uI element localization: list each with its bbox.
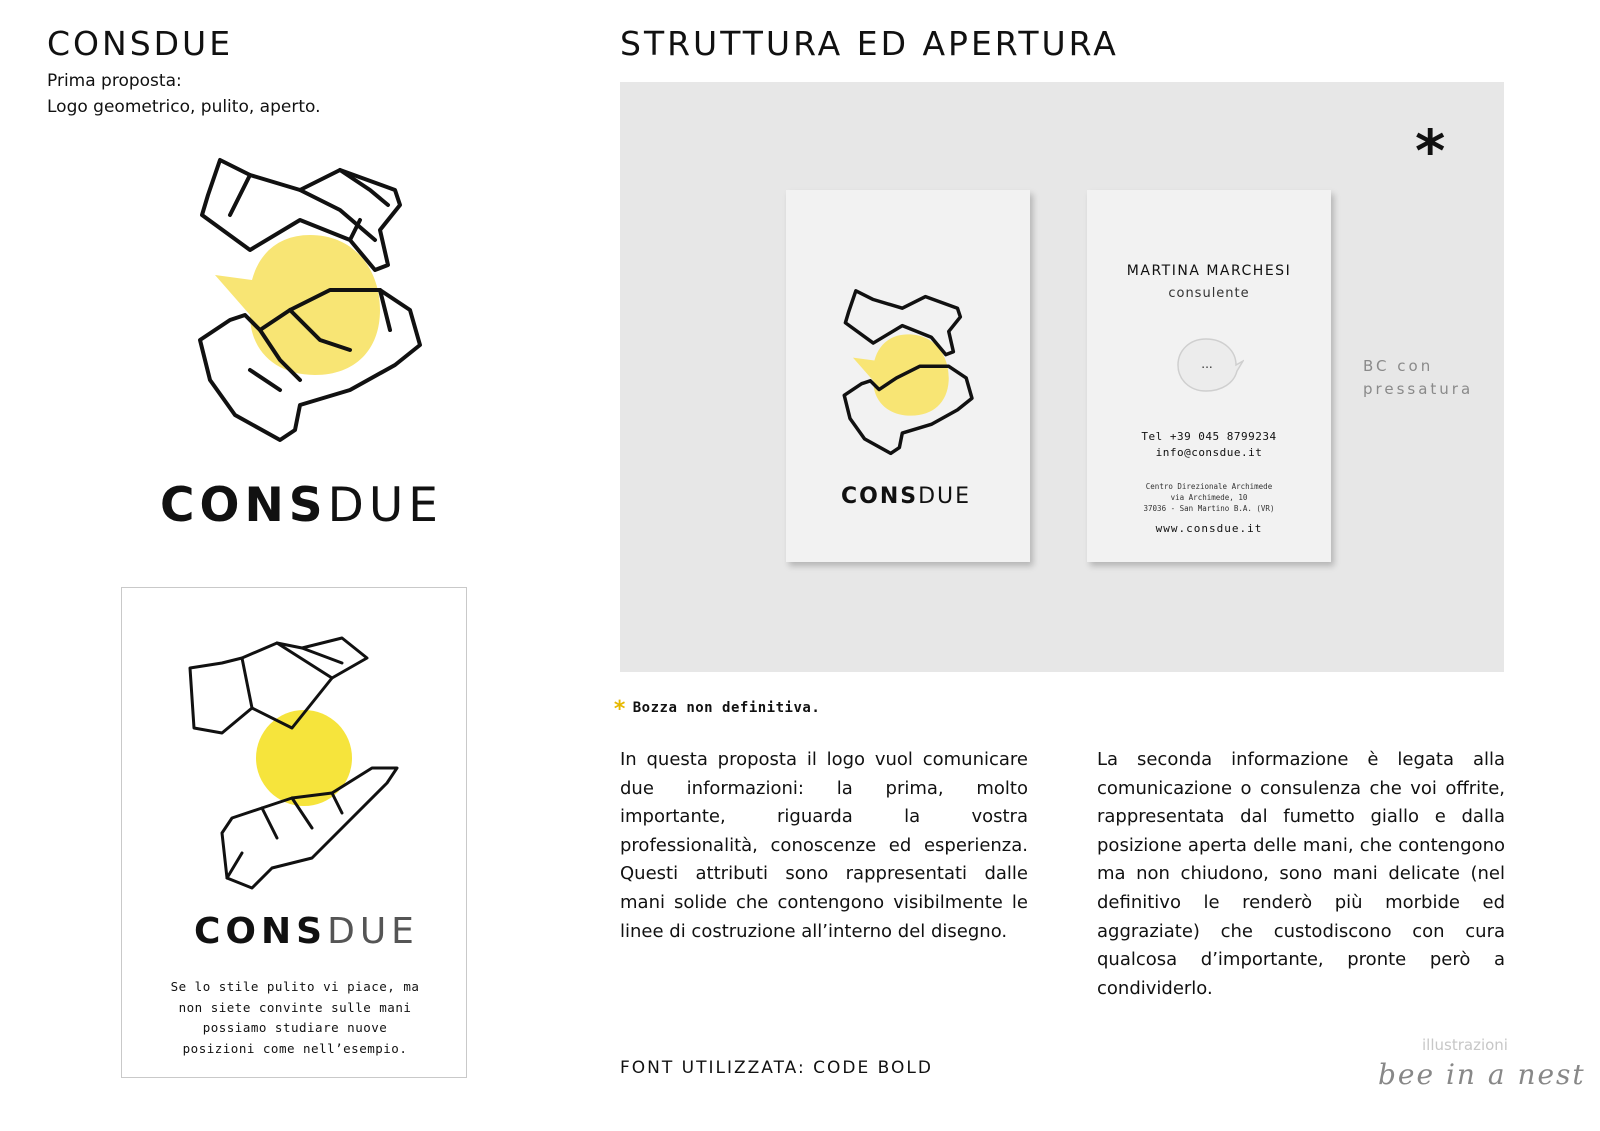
wordmark-light: DUE: [327, 478, 443, 533]
example-card-text: [152, 977, 438, 1059]
brand-title: CONSDUE: [47, 24, 234, 63]
section-title: STRUTTURA ED APERTURA: [620, 24, 1119, 63]
pressing-note-line-1: BC con: [1363, 357, 1434, 375]
card-name: MARTINA MARCHESI: [1126, 263, 1292, 279]
card-role: consulente: [1168, 286, 1250, 301]
speech-bubble-icon: [1174, 335, 1244, 395]
pressing-note-line-2: pressatura: [1363, 380, 1474, 398]
main-wordmark: [160, 478, 443, 533]
business-card-mockup: [620, 82, 1504, 672]
subtitle: [47, 68, 321, 120]
card-front: [786, 190, 1030, 562]
draft-note: [613, 697, 820, 722]
card-hands-illustration: [836, 285, 986, 465]
wordmark-bold: CONS: [841, 484, 919, 509]
example-text-line-3: possiamo studiare nuove: [202, 1020, 388, 1035]
speech-bubble-dots: ...: [1201, 357, 1213, 371]
illustrations-label: illustrazioni: [1422, 1036, 1508, 1054]
font-note: FONT UTILIZZATA: CODE BOLD: [620, 1058, 933, 1078]
yellow-circle: [256, 710, 352, 806]
card-website: www.consdue.it: [1155, 522, 1263, 535]
asterisk-icon: *: [613, 697, 627, 722]
draft-note-text: Bozza non definitiva.: [632, 700, 821, 716]
wordmark-light: DUE: [918, 484, 972, 509]
alternative-hands-card: [121, 587, 467, 1078]
card-address-line-2: via Archimede, 10: [1170, 493, 1248, 502]
description-left: In questa proposta il logo vuol comunicare due informazioni: la prima, molto importante, riguarda la vostra professionalità, conoscenze ed esperienza. Questi attributi sono rappresentati dalle mani solide che contengono visibilmente le linee di costruzione all’interno del disegno.: [620, 749, 1028, 942]
description-right: La seconda informazione è legata alla comunicazione o consulenza che voi offrite, rappresentata dal fumetto giallo e dalla posizione aperta delle mani, che contengono ma non chiudono, sono mani delicate (nel definitivo le renderò più morbide ed aggraziate) che custodiscono con cura qualcosa d’importante, pronte però a condividerlo.: [1097, 749, 1505, 999]
hands-logo-illustration: [190, 150, 440, 460]
example-text-line-1: Se lo stile pulito vi piace, ma: [170, 979, 420, 994]
example-text-line-4: posizioni come nell’esempio.: [182, 1040, 408, 1056]
wordmark-light: DUE: [327, 911, 419, 952]
card-phone: Tel +39 045 8799234: [1141, 430, 1277, 443]
wordmark-bold: CONS: [194, 911, 328, 952]
pressing-note: [1363, 355, 1493, 401]
card-address-line-3: 37036 - San Martino B.A. (VR): [1143, 504, 1275, 513]
subtitle-line-2: Logo geometrico, pulito, aperto.: [47, 97, 321, 117]
example-wordmark: [194, 911, 419, 952]
card-back: [1087, 190, 1331, 562]
card-address-line-1: Centro Direzionale Archimede: [1145, 482, 1273, 491]
subtitle-line-1: Prima proposta:: [47, 71, 182, 91]
alternative-hands-illustration: [182, 618, 422, 908]
wordmark-bold: CONS: [160, 478, 328, 533]
signature: bee in a nest: [1378, 1058, 1586, 1091]
asterisk-mark: *: [1415, 117, 1446, 185]
card-wordmark: [841, 484, 971, 509]
example-text-line-2: non siete convinte sulle mani: [178, 999, 412, 1015]
card-email: info@consdue.it: [1155, 446, 1263, 459]
